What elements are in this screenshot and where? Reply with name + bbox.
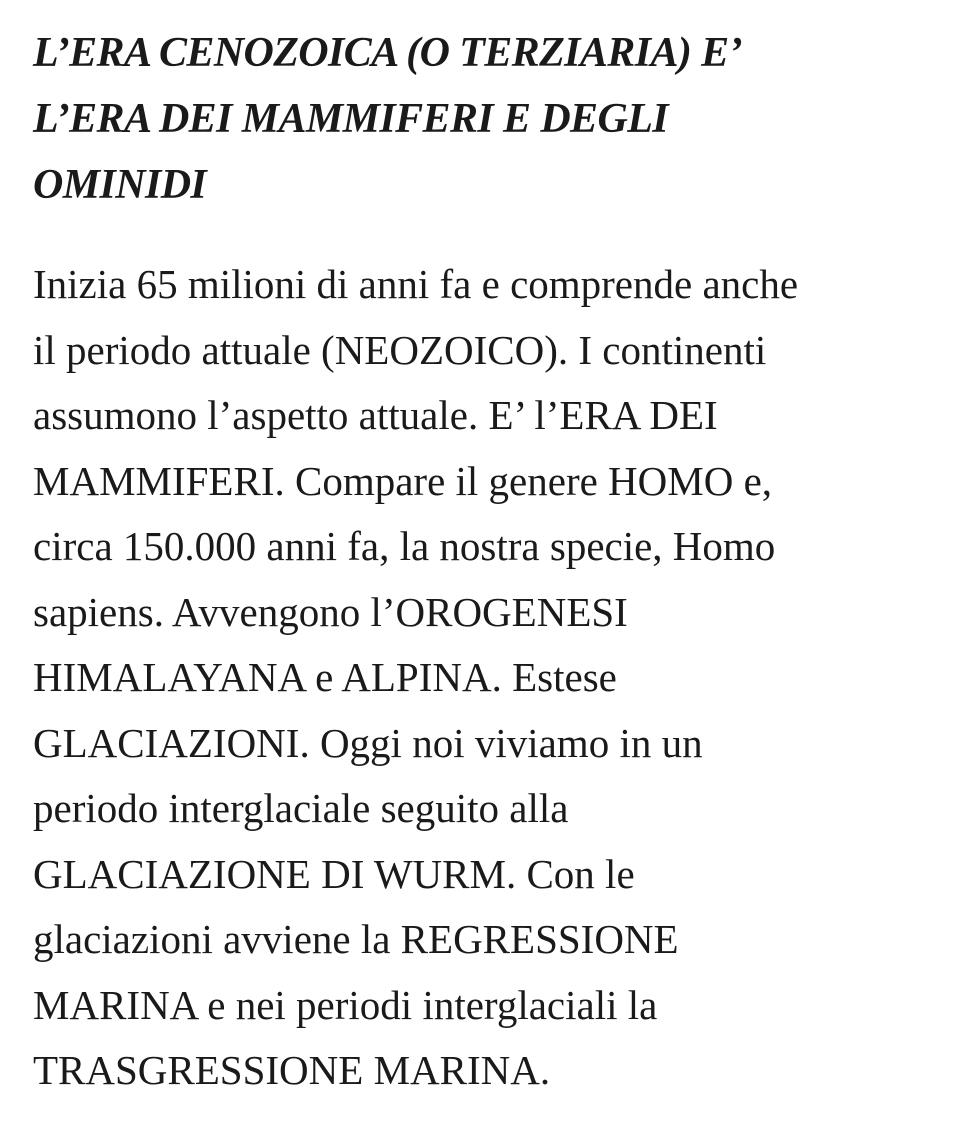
body-line: circa 150.000 anni fa, la nostra specie, Homo [33, 523, 776, 569]
title-line: L’ERA CENOZOICA (O TERZIARIA) E’ [33, 30, 742, 76]
body-line: Inizia 65 milioni di anni fa e comprende anche [33, 261, 799, 307]
body-line: MARINA e nei periodi interglaciali la [33, 981, 658, 1028]
body-line: assumono l’aspetto attuale. E’ l’ERA DEI [33, 392, 718, 438]
body-line: il periodo attuale (NEOZOICO). I continenti [33, 326, 767, 373]
body-line: MAMMIFERI. Compare il genere HOMO e, [33, 457, 773, 504]
body-line: glaciazioni avviene la REGRESSIONE [33, 916, 679, 962]
body-line: GLACIAZIONE DI WURM. Con le [33, 850, 635, 897]
body-line: GLACIAZIONI. Oggi noi viviamo in un [33, 719, 703, 766]
document-page [33, 20, 963, 1104]
title-line: L’ERA DEI MAMMIFERI E DEGLI [33, 96, 669, 142]
body-line: sapiens. Avvengono l’OROGENESI [33, 588, 628, 635]
body-line: periodo interglaciale seguito alla [33, 785, 569, 831]
body-paragraph [33, 252, 963, 1104]
body-line: TRASGRESSIONE MARINA. [33, 1047, 551, 1093]
body-line: HIMALAYANA e ALPINA. Estese [33, 654, 617, 700]
page-title [33, 20, 933, 218]
title-line: OMINIDI [33, 162, 207, 208]
